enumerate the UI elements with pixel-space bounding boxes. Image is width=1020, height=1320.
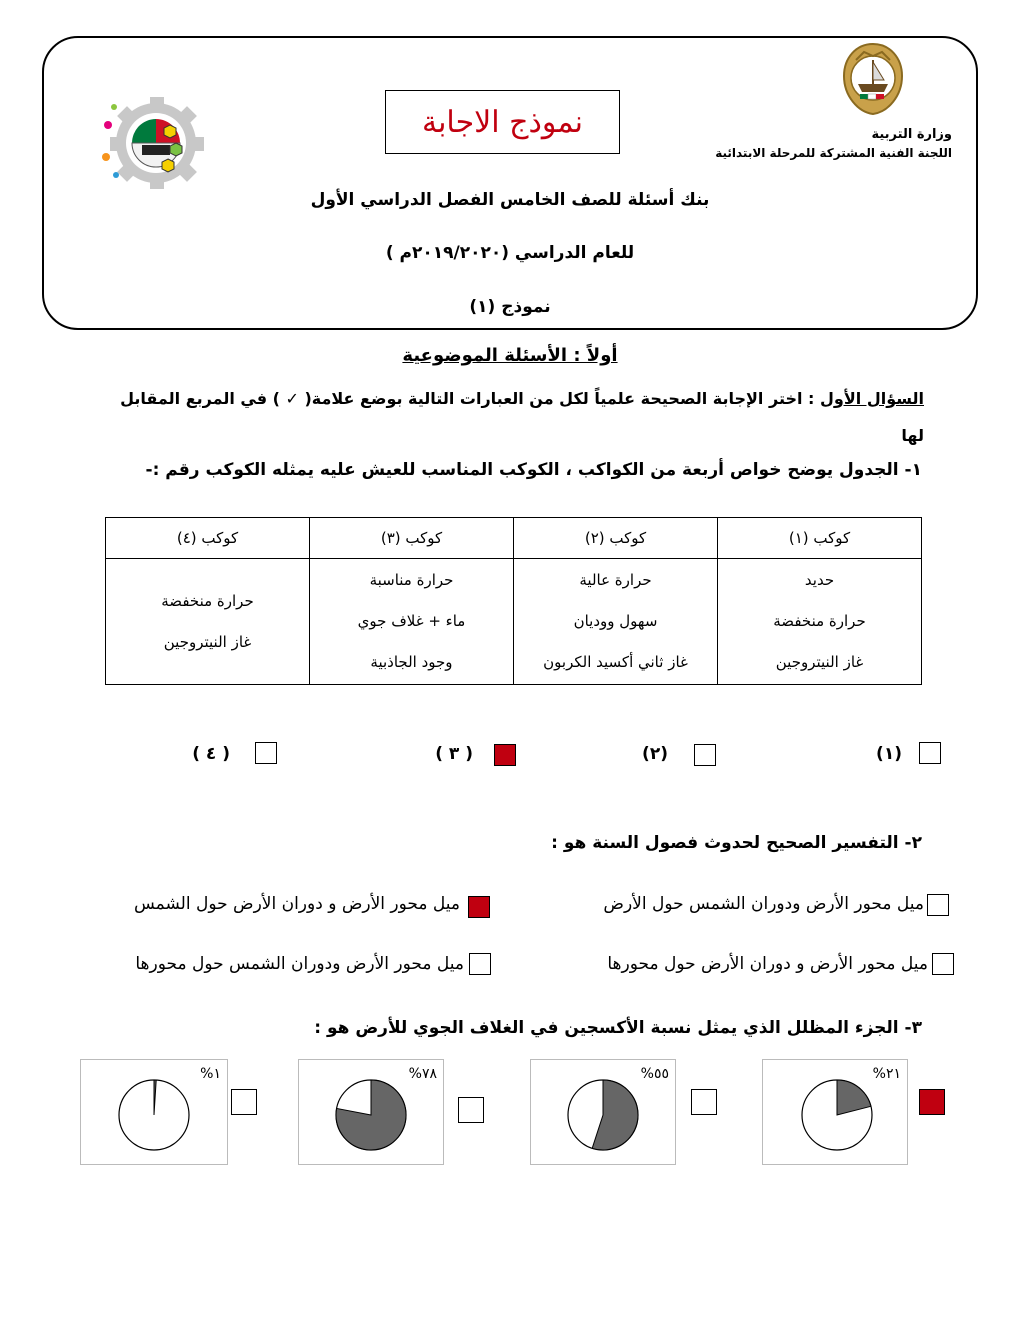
cell-line: سهول ووديان	[573, 612, 658, 630]
answer-model-box	[385, 90, 620, 154]
q2-option-3-label: ميل محور الأرض و دوران الأرض حول محورها	[607, 954, 928, 974]
q1-heading-rest: : اختر الإجابة الصحيحة علمياً لكل من العبارات التالية بوضع علامة( ✓ ) في المربع المقابل	[120, 389, 821, 408]
table-row	[106, 559, 922, 685]
q3-pie-label-1: ٢١%	[872, 1066, 901, 1082]
cell-line: غاز النيتروجين	[163, 632, 252, 651]
q3-pie-frame-1	[762, 1059, 908, 1165]
q1-heading	[120, 389, 924, 408]
q3-option-4-checkbox[interactable]	[231, 1089, 257, 1115]
table-cell-planet-1	[718, 559, 922, 685]
cell-line: غاز النيتروجين	[775, 653, 864, 671]
table-header-cell: كوكب (١)	[718, 518, 922, 559]
q3-pie-label-2: ٥٥%	[640, 1066, 669, 1082]
q2-option-4-checkbox[interactable]	[469, 953, 491, 975]
q2-text: ٢- التفسير الصحيح لحدوث فصول السنة هو :	[551, 833, 922, 853]
q3-text: ٣- الجزء المظلل الذي يمثل نسبة الأكسجين في الغلاف الجوي للأرض هو :	[314, 1018, 922, 1038]
planet-table	[105, 517, 922, 685]
cell-line: حرارة منخفضة	[161, 591, 254, 610]
table-cell-planet-2	[514, 559, 718, 685]
q3-pie-chart-1	[800, 1078, 874, 1152]
q3-pie-label-4: ١%	[200, 1066, 221, 1082]
table-cell-planet-3	[310, 559, 514, 685]
q2-option-1-label: ميل محور الأرض ودوران الشمس حول الأرض	[603, 894, 924, 914]
cell-line: حرارة مناسبة	[369, 571, 454, 589]
answer-model-label: نموذج الاجابة	[422, 104, 584, 140]
kuwait-emblem-icon	[836, 40, 910, 118]
table-header-row	[106, 518, 922, 559]
q1-heading-bold: السؤال الأول	[820, 389, 924, 408]
q1-option-1-checkbox[interactable]	[919, 742, 941, 764]
cell-line: غاز ثاني أكسيد الكربون	[543, 653, 688, 671]
q3-pie-frame-4	[80, 1059, 228, 1165]
section-title: أولاً : الأسئلة الموضوعية	[402, 345, 618, 366]
q1-option-3-label: ( ٣ )	[435, 744, 473, 764]
q1-heading-tail: لها	[901, 426, 924, 445]
q3-pie-frame-2	[530, 1059, 676, 1165]
q3-pie-chart-2	[566, 1078, 640, 1152]
q2-option-2-label: ميل محور الأرض و دوران الأرض حول الشمس	[134, 894, 460, 914]
q2-option-3-checkbox[interactable]	[932, 953, 954, 975]
q3-pie-label-3: ٧٨%	[408, 1066, 437, 1082]
table-header-cell: كوكب (٤)	[106, 518, 310, 559]
cell-line: ماء + غلاف جوي	[357, 612, 466, 630]
q2-option-4-label: ميل محور الأرض ودوران الشمس حول محورها	[135, 954, 464, 974]
q1-option-2-checkbox[interactable]	[694, 744, 716, 766]
q1-option-4-checkbox[interactable]	[255, 742, 277, 764]
q3-option-1-checkbox[interactable]	[919, 1089, 945, 1115]
committee-gear-logo-icon	[96, 95, 206, 191]
cell-line: حديد	[804, 571, 835, 589]
q3-option-3-checkbox[interactable]	[458, 1097, 484, 1123]
cell-line: حرارة عالية	[579, 571, 652, 589]
bank-title: بنك أسئلة للصف الخامس الفصل الدراسي الأول	[310, 190, 710, 210]
q1-text: ١- الجدول يوضح خواص أربعة من الكواكب ، الكوكب المناسب للعيش عليه يمثله الكوكب رقم :-	[145, 460, 922, 480]
model-number: نموذج (١)	[469, 297, 551, 317]
table-header-cell: كوكب (٢)	[514, 518, 718, 559]
cell-line: وجود الجاذبية	[370, 653, 453, 671]
q3-pie-chart-3	[334, 1078, 408, 1152]
q3-pie-frame-3	[298, 1059, 444, 1165]
q1-option-3-checkbox[interactable]	[494, 744, 516, 766]
q3-option-2-checkbox[interactable]	[691, 1089, 717, 1115]
school-year: للعام الدراسي (٢٠١٩/٢٠٢٠م )	[385, 243, 635, 263]
q1-option-1-label: (١)	[876, 744, 902, 764]
q1-option-2-label: (٢)	[642, 744, 668, 764]
q2-option-2-checkbox[interactable]	[468, 896, 490, 918]
table-cell-planet-4	[106, 559, 310, 685]
q3-pie-chart-4	[117, 1078, 191, 1152]
table-header-cell: كوكب (٣)	[310, 518, 514, 559]
ministry-name: وزارة التربية	[871, 127, 952, 142]
q2-option-1-checkbox[interactable]	[927, 894, 949, 916]
committee-name: اللجنة الفنية المشتركة للمرحلة الابتدائية	[715, 146, 952, 160]
cell-line: حرارة منخفضة	[773, 612, 866, 630]
q1-option-4-label: ( ٤ )	[192, 744, 230, 764]
